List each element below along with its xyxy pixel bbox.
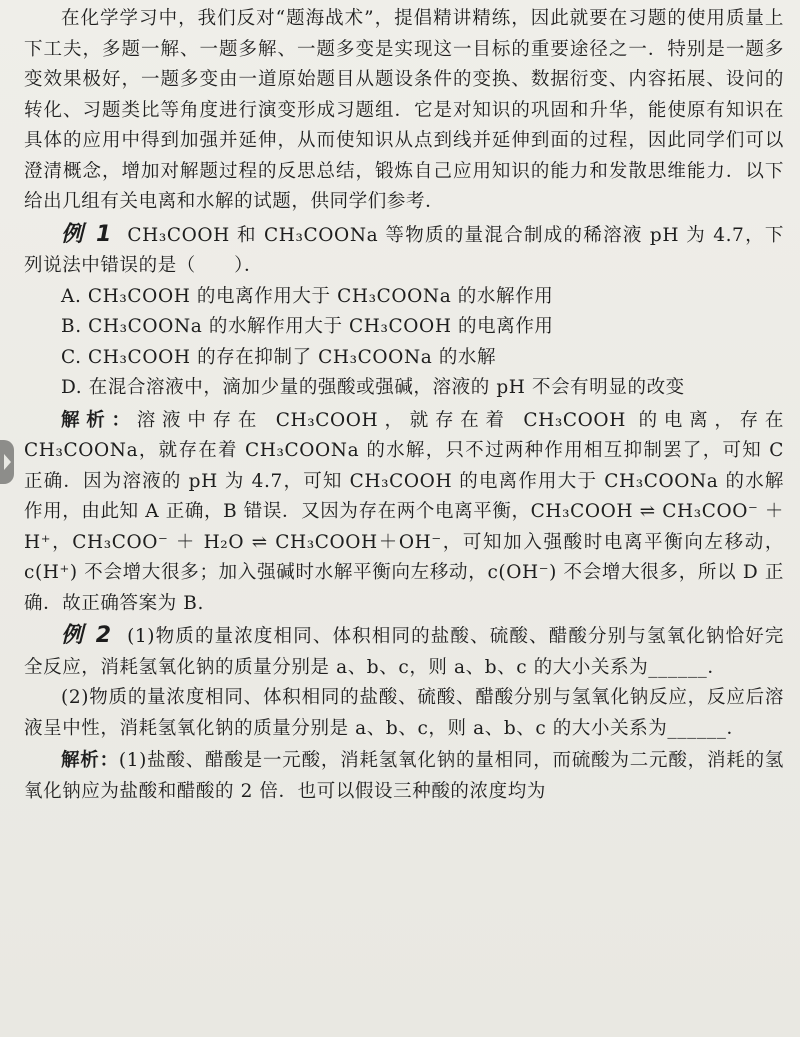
- example-2-part-1: [24, 621, 784, 683]
- intro-paragraph: 在化学学习中，我们反对“题海战术”，提倡精讲精练，因此就要在习题的使用质量上下工夫，多题一解、一题多解、一题多变是实现这一目标的重要途径之一．特别是一题多变效果极好，一题多变由一道原始题目从题设条件的变换、数据衍变、内容拓展、设问的转化、习题类比等角度进行演变形成习题组．它是对知识的巩固和升华，能使原有知识在具体的应用中得到加强并延伸，从而使知识从点到线并延伸到面的过程，因此同学们可以澄清概念，增加对解题过程的反思总结，锻炼自己应用知识的能力和发散思维能力．以下给出几组有关电离和水解的试题，供同学们参考．: [24, 8, 784, 212]
- analysis-label: 解析：: [61, 409, 137, 431]
- example-2-part-1-text: (1)物质的量浓度相同、体积相同的盐酸、硫酸、醋酸分别与氢氧化钠恰好完全反应，消耗氢氧化钠的质量分别是 a、b、c，则 a、b、c 的大小关系为______．: [24, 626, 784, 678]
- option-d: D. 在混合溶液中，滴加少量的强酸或强碱，溶液的 pH 不会有明显的改变: [61, 377, 685, 398]
- example-1-question: [24, 220, 784, 282]
- example-2-label: 例 2: [61, 623, 114, 648]
- example-1-label: 例 1: [61, 221, 114, 247]
- option-b: B. CH₃COONa 的水解作用大于 CH₃COOH 的电离作用: [61, 316, 554, 337]
- example-1-analysis-text: 溶液中存在 CH₃COOH，就存在着 CH₃COOH 的电离，存在 CH₃COONa，就存在着 CH₃COONa 的水解，只不过两种作用相互抑制罢了，可知 C 正确．因为溶液的 pH 为 4.7，可知 CH₃COOH 的电离作用大于 CH₃COONa 的水解作用，由此知 A 正确，B 错误．又因为存在两个电离平衡，CH₃COOH ⇌ CH₃COO⁻ ＋ H⁺，CH₃COO⁻ ＋ H₂O ⇌ CH₃COOH＋OH⁻，可知加入强酸时电离平衡向左移动，c(H⁺) 不会增大很多；加入强碱时水解平衡向左移动，c(OH⁻) 不会增大很多，所以 D 正确．故正确答案为 B.: [24, 409, 784, 614]
- example-2-analysis-text: (1)盐酸、醋酸是一元酸，消耗氢氧化钠的量相同，而硫酸为二元酸，消耗的氢氧化钠应为盐酸和醋酸的 2 倍．也可以假设三种酸的浓度均为: [24, 750, 784, 802]
- option-c: C. CH₃COOH 的存在抑制了 CH₃COONa 的水解: [61, 346, 497, 368]
- example-1-analysis: [24, 406, 784, 620]
- document-body: [24, 4, 784, 807]
- analysis-label-2: 解析：: [61, 750, 119, 771]
- example-1-question-text: CH₃COOH 和 CH₃COONa 等物质的量混合制成的稀溶液 pH 为 4.7，下列说法中错误的是（ ）．: [24, 224, 785, 276]
- option-a: A. CH₃COOH 的电离作用大于 CH₃COONa 的水解作用: [61, 285, 554, 307]
- example-2-part-2: (2)物质的量浓度相同、体积相同的盐酸、硫酸、醋酸分别与氢氧化钠反应，反应后溶液呈中性，消耗氢氧化钠的质量分别是 a、b、c，则 a、b、c 的大小关系为______．: [24, 687, 784, 739]
- side-tab-arrow-icon[interactable]: [0, 440, 14, 484]
- example-2-analysis: [24, 746, 784, 807]
